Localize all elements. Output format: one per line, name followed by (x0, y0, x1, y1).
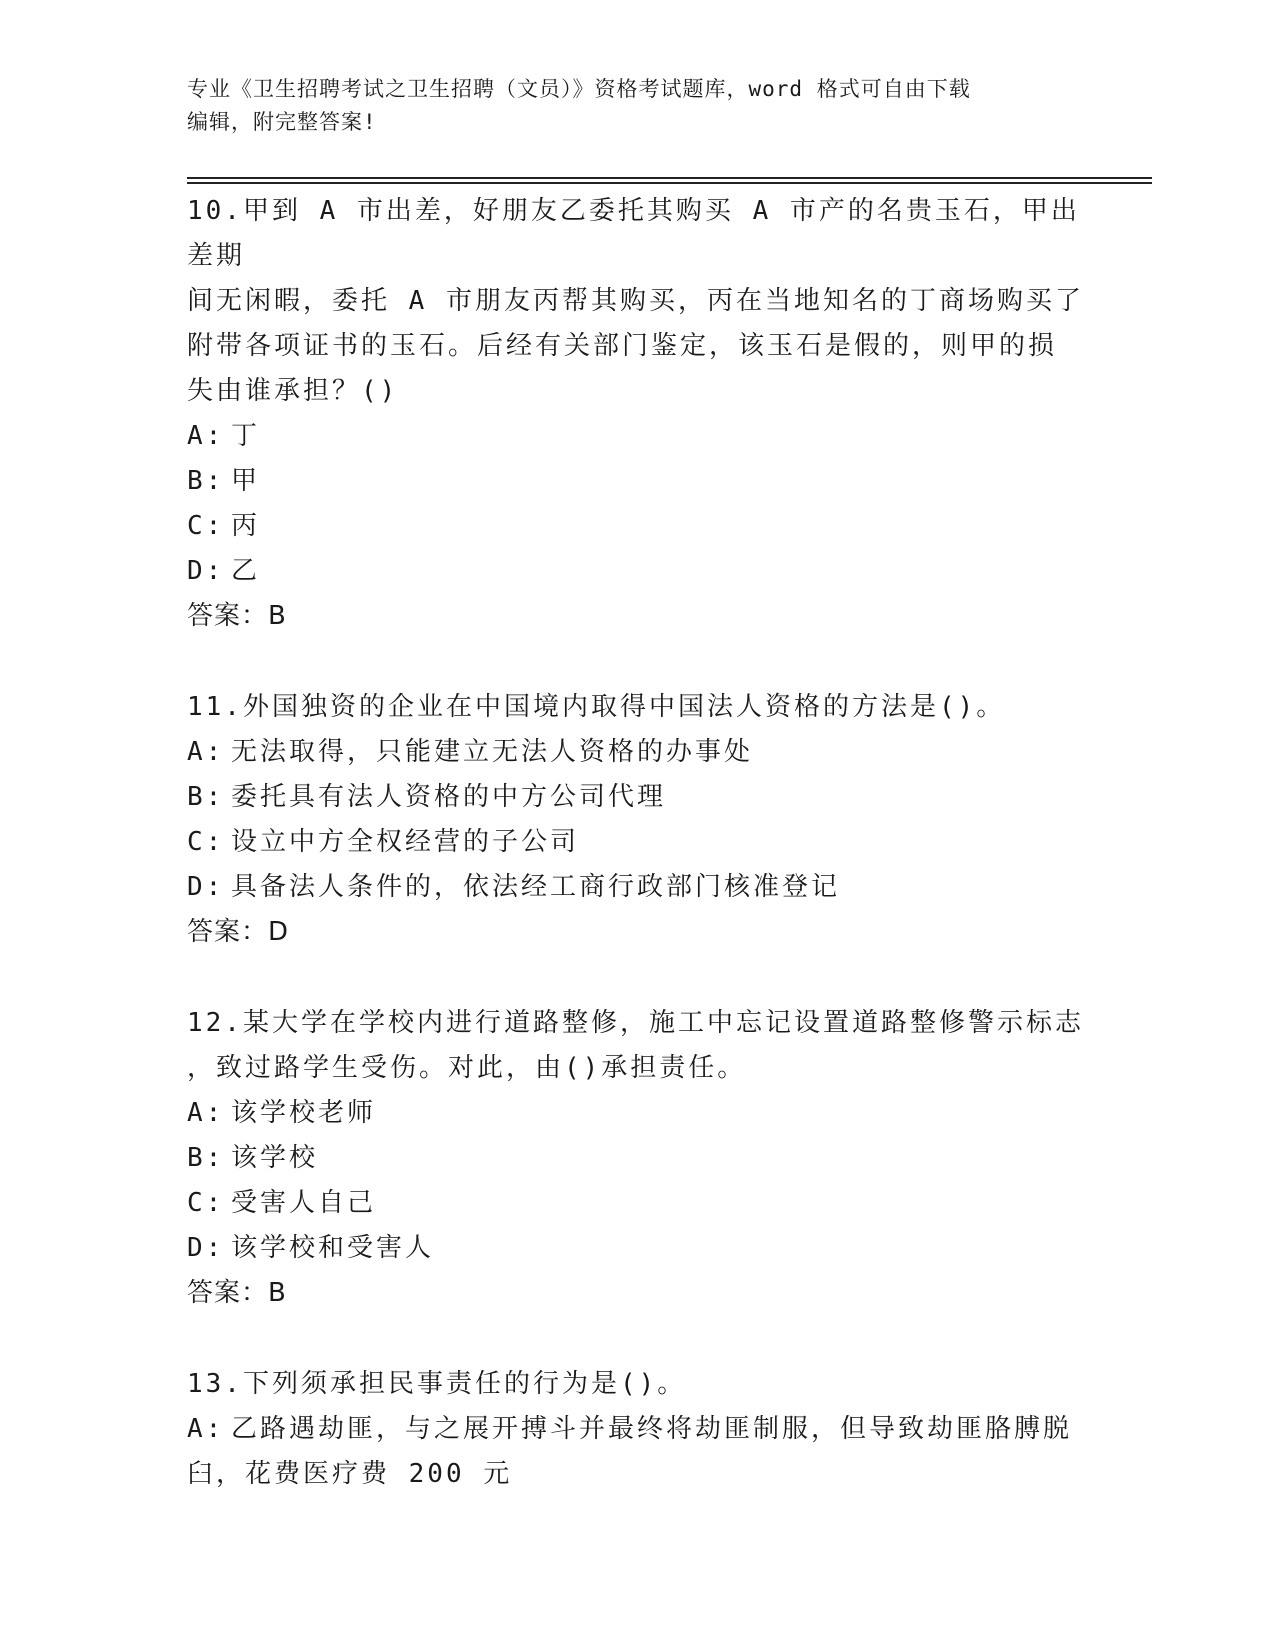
option-letter: B: (187, 1143, 225, 1173)
option-letter: D: (187, 556, 225, 586)
option-line (187, 820, 1087, 865)
answer-option (187, 1181, 1087, 1226)
option-text: 乙 (231, 556, 261, 586)
option-line (187, 865, 1087, 910)
answer-option (187, 1226, 1087, 1271)
answer-key: 答案：D (187, 917, 290, 947)
option-text: 乙路遇劫匪，与之展开搏斗并最终将劫匪制服，但导致劫匪胳膊脱 (231, 1414, 1073, 1444)
question-text-line: 失由谁承担？() (187, 376, 399, 406)
option-line (187, 1181, 1087, 1226)
question-text-line: ，致过路学生受伤。对此，由()承担责任。 (187, 1053, 747, 1083)
answer-option (187, 414, 1087, 459)
header-line-1: 专业《卫生招聘考试之卫生招聘（文员）》资格考试题库，word 格式可自由下载 (187, 77, 971, 101)
option-letter: B: (187, 782, 225, 812)
answer-key: 答案：B (187, 1278, 287, 1308)
question-text-line: 附带各项证书的玉石。后经有关部门鉴定，该玉石是假的，则甲的损 (187, 331, 1058, 361)
option-line (187, 1226, 1087, 1271)
option-text: 设立中方全权经营的子公司 (231, 827, 580, 857)
option-line (187, 504, 1087, 549)
option-letter: A: (187, 421, 225, 451)
question-block (187, 189, 1087, 639)
answer-option (187, 775, 1087, 820)
question-text-line: 10.甲到 A 市出差，好朋友乙委托其购买 A 市产的名贵玉石，甲出差期 (187, 196, 1080, 271)
option-line (187, 1407, 1087, 1452)
option-letter: B: (187, 466, 225, 496)
option-text: 该学校和受害人 (231, 1233, 435, 1263)
header-line-2: 编辑，附完整答案! (187, 110, 377, 134)
question-block (187, 685, 1087, 955)
answer-option (187, 1091, 1087, 1136)
question-list (187, 189, 1087, 1543)
question-text (187, 1001, 1087, 1091)
answer-option (187, 459, 1087, 504)
answer-option (187, 865, 1087, 910)
answer-option (187, 730, 1087, 775)
option-text: 该学校老师 (231, 1098, 377, 1128)
document-header (187, 73, 1087, 139)
option-text: 该学校 (231, 1143, 319, 1173)
question-text-line: 间无闲暇，委托 A 市朋友丙帮其购买，丙在当地知名的丁商场购买了 (187, 286, 1084, 316)
answer-key: 答案：B (187, 601, 287, 631)
question-block (187, 1001, 1087, 1316)
question-text (187, 189, 1087, 414)
option-text: 委托具有法人资格的中方公司代理 (231, 782, 667, 812)
question-block (187, 1362, 1087, 1497)
option-text: 臼，花费医疗费 200 元 (187, 1459, 513, 1489)
answer-option (187, 504, 1087, 549)
option-letter: A: (187, 1414, 225, 1444)
option-line (187, 730, 1087, 775)
option-line (187, 1452, 1087, 1497)
answer-option (187, 1136, 1087, 1181)
question-text (187, 685, 1087, 730)
option-text: 丙 (231, 511, 261, 541)
option-letter: A: (187, 737, 225, 767)
answer-option (187, 1407, 1087, 1497)
option-letter: C: (187, 511, 225, 541)
question-text (187, 1362, 1087, 1407)
option-text: 甲 (231, 466, 261, 496)
question-text-line: 12.某大学在学校内进行道路整修，施工中忘记设置道路整修警示标志 (187, 1008, 1084, 1038)
option-letter: C: (187, 827, 225, 857)
header-divider-bottom (187, 182, 1152, 184)
option-line (187, 1091, 1087, 1136)
question-text-line: 11.外国独资的企业在中国境内取得中国法人资格的方法是()。 (187, 692, 1006, 722)
option-line (187, 775, 1087, 820)
answer-option (187, 549, 1087, 594)
option-line (187, 549, 1087, 594)
option-line (187, 414, 1087, 459)
option-letter: C: (187, 1188, 225, 1218)
option-text: 具备法人条件的，依法经工商行政部门核准登记 (231, 872, 841, 902)
option-text: 无法取得，只能建立无法人资格的办事处 (231, 737, 754, 767)
option-text: 受害人自己 (231, 1188, 377, 1218)
option-line (187, 1136, 1087, 1181)
option-letter: D: (187, 1233, 225, 1263)
answer-option (187, 820, 1087, 865)
header-divider-top (187, 177, 1152, 179)
question-text-line: 13.下列须承担民事责任的行为是()。 (187, 1369, 687, 1399)
option-text: 丁 (231, 421, 261, 451)
option-letter: D: (187, 872, 225, 902)
option-letter: A: (187, 1098, 225, 1128)
option-line (187, 459, 1087, 504)
